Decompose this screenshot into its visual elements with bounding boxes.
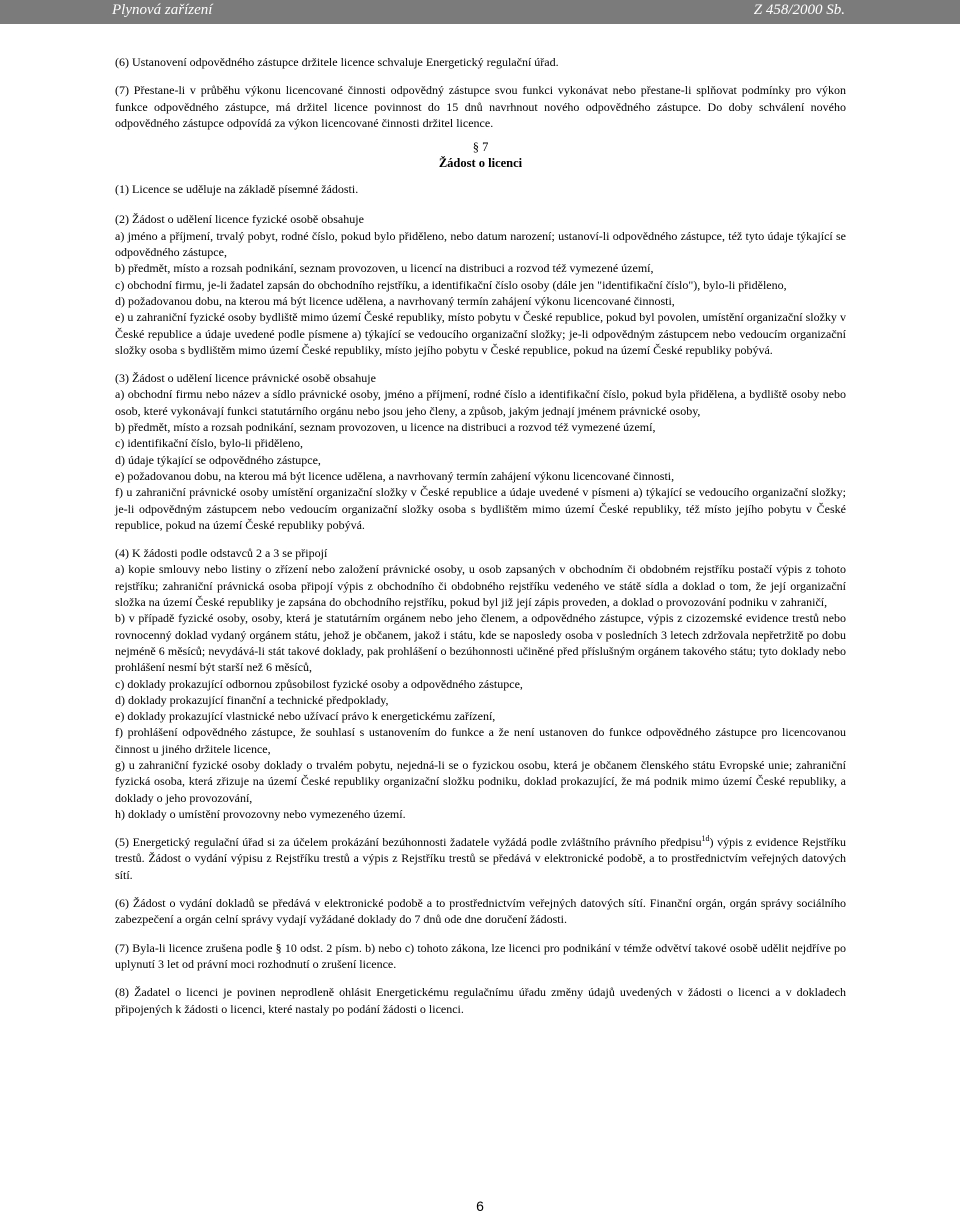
paragraph: (6) Žádost o vydání dokladů se předává v elektronické podobě a to prostřednictvím veřejných datových sítí. Finanční orgán, orgán správy sociálního zabezpečení a orgán celní správy vydají vyžádané doklady do 7 dnů ode dne doručení žádosti. bbox=[115, 896, 846, 927]
list-item: f) prohlášení odpovědného zástupce, že souhlasí s ustanovením do funkce a že není ustanoven do funkce odpovědného zástupce pro licencovanou činnost u jiného držitele licence, bbox=[115, 725, 846, 756]
document-body bbox=[115, 54, 846, 1017]
list-item: e) doklady prokazující vlastnické nebo užívací právo k energetickému zařízení, bbox=[115, 709, 496, 724]
paragraph: (1) Licence se uděluje na základě písemné žádosti. bbox=[115, 182, 359, 197]
paragraph-intro: (2) Žádost o udělení licence fyzické osobě obsahuje bbox=[115, 212, 364, 227]
section-title: Žádost o licenci bbox=[438, 156, 523, 171]
paragraph bbox=[115, 834, 846, 883]
list-item: d) požadovanou dobu, na kterou má být licence udělena, a navrhovaný termín zahájení výkonu licencované činnosti, bbox=[115, 293, 675, 308]
list-item: a) obchodní firmu nebo název a sídlo právnické osoby, jméno a příjmení, rodné číslo a identifikační číslo, pokud byla přidělena, a bydliště osoby nebo osob, které vykonávají funkci statutárního orgánu nebo jsou jeho členy, a způsob, jakým jednají jménem právnické osoby, bbox=[115, 387, 846, 418]
paragraph: (7) Přestane-li v průběhu výkonu licencované činnosti odpovědný zástupce svou funkci vykonávat nebo přestane-li splňovat podmínky pro výkon funkce odpovědného zástupce, má držitel licence povinnost do 15 dnů navrhnout nového odpovědného zástupce. Do doby schválení nového odpovědného zástupce odpovídá za výkon licencované činnosti držitel licence. bbox=[115, 83, 846, 130]
list-item: e) požadovanou dobu, na kterou má být licence udělena, a navrhovaný termín zahájení výkonu licencované činnosti, bbox=[115, 468, 675, 483]
list-item: c) obchodní firmu, je-li žadatel zapsán do obchodního rejstříku, a identifikační číslo osoby (dále jen "identifikační číslo"), bylo-li přiděleno, bbox=[115, 277, 787, 292]
list-item: a) kopie smlouvy nebo listiny o zřízení nebo založení právnické osoby, u osob zapsaných v obchodním či obdobném rejstříku postačí výpis z tohoto rejstříku; zahraniční právnická osoba připojí výpis z obchodního či obdobného rejstříku vedeného ve státě sídla a doklad o tom, že její organizační složka na území České republiky je zapsána do obchodního rejstříku, pokud byl již její zápis proveden, a doklad o provozování podniku v zahraničí, bbox=[115, 562, 846, 610]
paragraph: (7) Byla-li licence zrušena podle § 10 odst. 2 písm. b) nebo c) tohoto zákona, lze licenci pro podnikání v témže odvětví takové osobě udělit nejdříve po uplynutí 3 let od právní moci rozhodnutí o zrušení licence. bbox=[115, 940, 846, 971]
header-law-number: Z 458/2000 Sb. bbox=[753, 2, 845, 18]
list-item: e) u zahraniční fyzické osoby bydliště mimo území České republiky, místo pobytu v České republice, pokud byl povolen, umístění organizační složky v České republice a údaje uvedené podle písmene a) týkající se vedoucího organizační složky; je-li odpovědným zástupcem nebo vedoucím organizační složky osoba s bydlištěm mimo území České republiky, místo jejího pobytu v České republice, pokud na území České republiky pobývá. bbox=[115, 310, 846, 357]
list-item: d) údaje týkající se odpovědného zástupce, bbox=[115, 452, 321, 467]
paragraph-text: ) výpis z evidence Rejstříku trestů. Žádost o vydání výpisu z Rejstříku trestů a výpis z Rejstříku trestů se předává v elektronické podobě, a to prostřednictvím veřejných datových sítí. bbox=[115, 835, 846, 882]
paragraph: (6) Ustanovení odpovědného zástupce držitele licence schvaluje Energetický regulační úřad. bbox=[115, 55, 559, 69]
list-item: b) předmět, místo a rozsah podnikání, seznam provozoven, u licencí na distribuci a rozvod též vymezené území, bbox=[115, 261, 654, 276]
paragraph: (8) Žadatel o licenci je povinen neprodleně ohlásit Energetickému regulačnímu úřadu změny údajů uvedených v žádosti o licenci a v dokladech připojených k žádosti o licenci, které nastaly po podání žádosti o licenci. bbox=[115, 985, 846, 1016]
section-number: § 7 bbox=[472, 140, 489, 155]
list-item: f) u zahraniční právnické osoby umístění organizační složky v České republice a údaje uvedené v písmeni a) týkající se vedoucího organizační složky; je-li odpovědným zástupcem nebo vedoucím organizační složky osoba s bydlištěm mimo území České republiky, též místo jejího pobytu v České republice, pokud na území České republiky pobývá. bbox=[115, 485, 846, 532]
list-item: a) jméno a příjmení, trvalý pobyt, rodné číslo, pokud bylo přiděleno, nebo datum narození; ustanoví-li odpovědného zástupce, též tyto údaje týkající se odpovědného zástupce, bbox=[115, 228, 846, 260]
footnote-reference: 1d bbox=[701, 834, 710, 844]
header-title: Plynová zařízení bbox=[112, 2, 213, 18]
page-number: 6 bbox=[476, 1198, 484, 1214]
list-item: g) u zahraniční fyzické osoby doklady o trvalém pobytu, nejedná-li se o fyzickou osobu, která je občanem členského státu Evropské unie; zahraniční fyzická osoba, která zřizuje na území České republiky organizační složku podniku, doklad prokazující, že má podnik mimo území České republiky, a doklady o jeho provozování, bbox=[115, 757, 846, 805]
list-item: h) doklady o umístění provozovny nebo vymezeného území. bbox=[115, 806, 406, 821]
paragraph-intro: (4) K žádosti podle odstavců 2 a 3 se připojí bbox=[115, 546, 328, 561]
list-item: b) předmět, místo a rozsah podnikání, seznam provozoven, u licence na distribuci a rozvod též vymezené území, bbox=[115, 420, 656, 435]
list-item: c) identifikační číslo, bylo-li přiděleno, bbox=[115, 436, 303, 451]
section-heading bbox=[115, 139, 846, 171]
paragraph-text: (5) Energetický regulační úřad si za účelem prokázání bezúhonnosti žadatele vyžádá podle zvláštního právního předpisu bbox=[115, 835, 702, 850]
paragraph-intro: (3) Žádost o udělení licence právnické osobě obsahuje bbox=[115, 371, 376, 386]
list-item: c) doklady prokazující odbornou způsobilost fyzické osoby a odpovědného zástupce, bbox=[115, 676, 523, 691]
page-header bbox=[0, 0, 960, 24]
list-item: b) v případě fyzické osoby, osoby, která je statutárním orgánem nebo jeho členem, a odpovědného zástupce, výpis z cizozemské evidence trestů nebo rovnocenný doklad vydaný orgánem státu, jehož je občanem, jakož i státu, kde se naposledy osoba v posledních 3 letech zdržovala nepřetržitě po dobu nejméně 6 měsíců; nevydává-li stát takové doklady, pak prohlášení o bezúhonnosti učiněné před příslušným orgánem takového státu; tyto doklady nebo prohlášení nesmí být starší než 6 měsíců, bbox=[115, 611, 846, 675]
list-item: d) doklady prokazující finanční a technické předpoklady, bbox=[115, 692, 389, 707]
